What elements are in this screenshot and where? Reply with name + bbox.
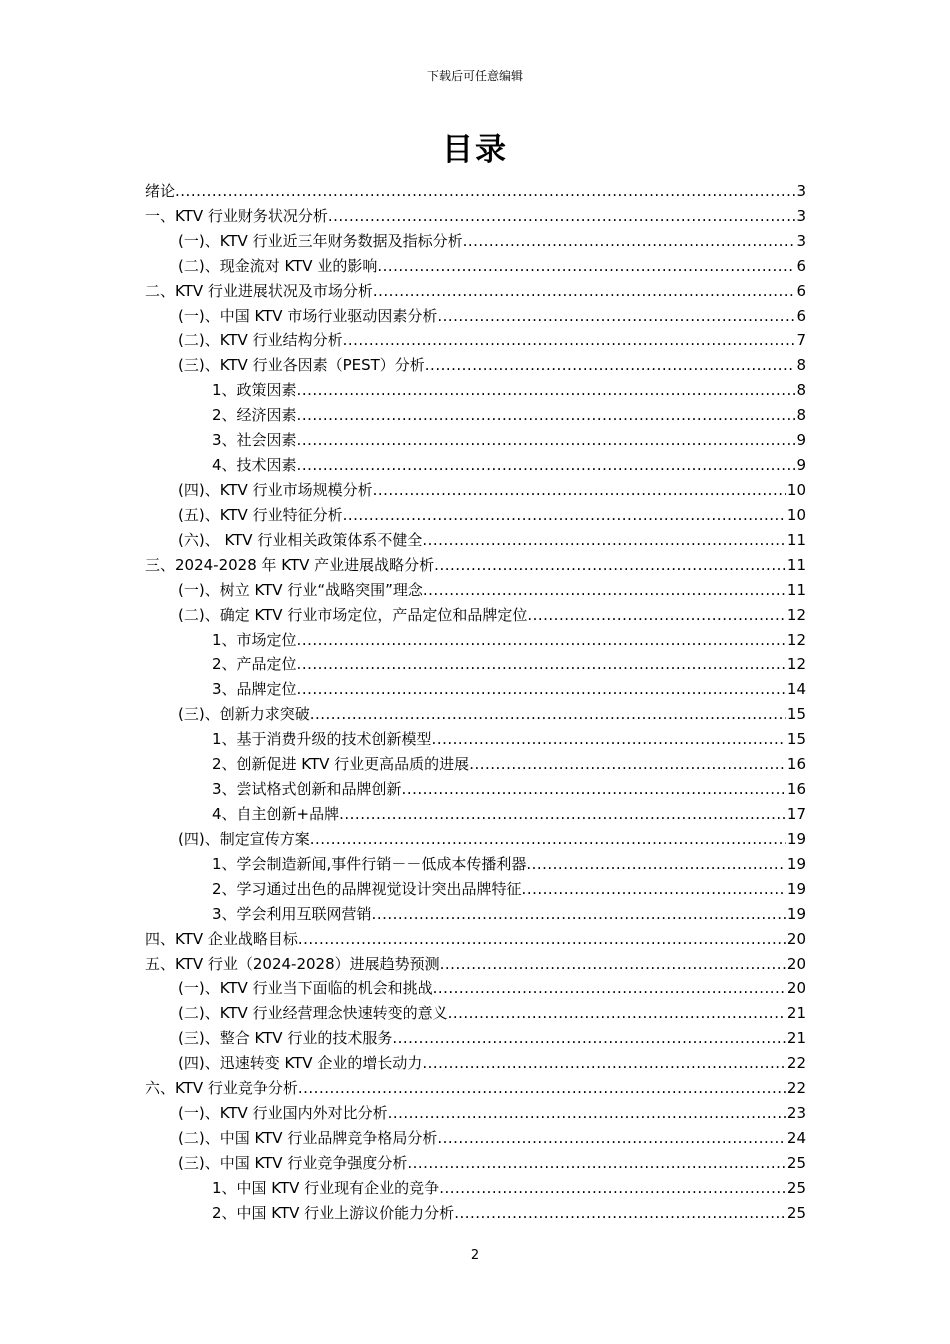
toc-dot-leader <box>434 555 786 575</box>
toc-entry-title: (四)、迅速转变 KTV 企业的增长动力 <box>178 1054 423 1073</box>
toc-dot-leader <box>298 929 786 949</box>
toc-entry[interactable] <box>145 375 806 400</box>
toc-entry-page: 11 <box>786 580 806 599</box>
toc-dot-leader <box>407 1153 786 1173</box>
toc-entry-page: 19 <box>786 904 806 923</box>
toc-dot-leader <box>297 455 796 475</box>
toc-entry-page: 15 <box>786 705 806 724</box>
toc-entry-page: 25 <box>786 1178 806 1197</box>
toc-entry-title: (五)、KTV 行业特征分析 <box>178 505 343 524</box>
toc-entry[interactable] <box>145 924 806 949</box>
toc-dot-leader <box>388 1103 786 1123</box>
toc-entry-page: 7 <box>796 331 806 350</box>
toc-entry[interactable] <box>145 301 806 326</box>
toc-entry-title: (二)、KTV 行业经营理念快速转变的意义 <box>178 1004 448 1023</box>
toc-entry[interactable] <box>145 350 806 375</box>
toc-entry-title: 3、学会利用互联网营销 <box>212 904 372 923</box>
toc-dot-leader <box>297 630 786 650</box>
toc-dot-leader <box>377 256 795 276</box>
toc-dot-leader <box>422 1053 786 1073</box>
toc-entry[interactable] <box>145 949 806 974</box>
toc-entry-title: 2、经济因素 <box>212 406 297 425</box>
toc-dot-leader <box>373 281 796 301</box>
toc-entry-page: 3 <box>796 231 806 250</box>
toc-dot-leader <box>328 206 796 226</box>
toc-entry-title: (一)、KTV 行业国内外对比分析 <box>178 1104 388 1123</box>
toc-entry[interactable] <box>145 874 806 899</box>
toc-entry-page: 9 <box>796 431 806 450</box>
toc-entry-title: 五、KTV 行业（2024-2028）进展趋势预测 <box>145 954 440 973</box>
toc-entry-page: 20 <box>786 979 806 998</box>
toc-dot-leader <box>422 530 786 550</box>
toc-entry[interactable] <box>145 650 806 675</box>
toc-dot-leader <box>522 879 786 899</box>
toc-entry[interactable] <box>145 425 806 450</box>
page-header: 下载后可任意编辑 <box>426 69 523 83</box>
toc-entry[interactable] <box>145 450 806 475</box>
toc-dot-leader <box>440 954 786 974</box>
toc-entry-title: (一)、KTV 行业当下面临的机会和挑战 <box>178 979 433 998</box>
page-number: 2 <box>470 1248 480 1263</box>
toc-entry-page: 8 <box>796 406 806 425</box>
toc-entry-page: 12 <box>786 605 806 624</box>
toc-entry-page: 21 <box>786 1029 806 1048</box>
toc-dot-leader <box>469 754 786 774</box>
toc-dot-leader <box>392 1028 786 1048</box>
toc-entry-page: 6 <box>796 256 806 275</box>
toc-entry[interactable] <box>145 1198 806 1223</box>
toc-entry-page: 3 <box>796 206 806 225</box>
toc-entry-page: 8 <box>796 381 806 400</box>
toc-entry[interactable] <box>145 1148 806 1173</box>
toc-dot-leader <box>463 231 796 251</box>
toc-entry[interactable] <box>145 998 806 1023</box>
toc-dot-leader <box>297 405 796 425</box>
toc-entry-title: (三)、整合 KTV 行业的技术服务 <box>178 1029 393 1048</box>
toc-entry-title: (一)、树立 KTV 行业“战略突围”理念 <box>178 580 423 599</box>
toc-entry-page: 3 <box>796 181 806 200</box>
toc-dot-leader <box>343 330 796 350</box>
toc-entry[interactable] <box>145 849 806 874</box>
toc-entry-title: (二)、KTV 行业结构分析 <box>178 331 343 350</box>
toc-entry[interactable] <box>145 1073 806 1098</box>
toc-entry-title: 3、品牌定位 <box>212 680 297 699</box>
toc-entry-page: 11 <box>786 530 806 549</box>
toc-entry-title: (四)、制定宣传方案 <box>178 829 310 848</box>
toc-entry-title: (一)、中国 KTV 市场行业驱动因素分析 <box>178 306 438 325</box>
toc-entry-title: 一、KTV 行业财务状况分析 <box>145 206 328 225</box>
toc-entry-title: 3、尝试格式创新和品牌创新 <box>212 780 402 799</box>
toc-entry-page: 16 <box>786 755 806 774</box>
toc-entry[interactable] <box>145 824 806 849</box>
toc-entry-title: 三、2024-2028 年 KTV 产业进展战略分析 <box>145 555 435 574</box>
toc-entry[interactable] <box>145 251 806 276</box>
toc-entry-title: 二、KTV 行业进展状况及市场分析 <box>145 281 373 300</box>
toc-entry-title: 3、社会因素 <box>212 431 297 450</box>
toc-entry[interactable] <box>145 625 806 650</box>
toc-dot-leader <box>425 355 796 375</box>
toc-entry[interactable] <box>145 176 806 201</box>
toc-entry-title: 绪论 <box>145 181 176 200</box>
page-title: 目录 <box>442 132 508 168</box>
toc-entry[interactable] <box>145 550 806 575</box>
toc-entry-title: 4、自主创新+品牌 <box>212 804 340 823</box>
toc-entry-page: 10 <box>786 480 806 499</box>
toc-dot-leader <box>339 804 786 824</box>
toc-entry-page: 8 <box>796 356 806 375</box>
toc-entry[interactable] <box>145 1098 806 1123</box>
toc-dot-leader <box>454 1203 786 1223</box>
toc-dot-leader <box>526 854 786 874</box>
toc-entry-title: 1、政策因素 <box>212 381 297 400</box>
toc-dot-leader <box>298 1078 786 1098</box>
toc-entry-page: 25 <box>786 1203 806 1222</box>
toc-entry-page: 20 <box>786 954 806 973</box>
toc-entry-page: 19 <box>786 854 806 873</box>
toc-entry-title: 2、产品定位 <box>212 655 297 674</box>
toc-entry[interactable] <box>145 1048 806 1073</box>
toc-entry[interactable] <box>145 799 806 824</box>
toc-entry-page: 17 <box>786 804 806 823</box>
toc-dot-leader <box>343 505 786 525</box>
toc-dot-leader <box>310 704 786 724</box>
toc-entry-page: 16 <box>786 780 806 799</box>
toc-entry-title: 2、中国 KTV 行业上游议价能力分析 <box>212 1203 455 1222</box>
toc-entry-title: (二)、现金流对 KTV 业的影响 <box>178 256 378 275</box>
toc-entry-title: 2、创新促进 KTV 行业更高品质的进展 <box>212 755 470 774</box>
toc-entry-page: 22 <box>786 1079 806 1098</box>
table-of-contents <box>145 176 806 1223</box>
toc-entry[interactable] <box>145 724 806 749</box>
toc-entry-page: 20 <box>786 929 806 948</box>
toc-entry[interactable] <box>145 326 806 351</box>
toc-entry-page: 19 <box>786 829 806 848</box>
toc-entry-title: 1、中国 KTV 行业现有企业的竞争 <box>212 1178 440 1197</box>
toc-entry[interactable] <box>145 575 806 600</box>
toc-entry[interactable] <box>145 500 806 525</box>
toc-entry[interactable] <box>145 674 806 699</box>
toc-dot-leader <box>297 654 786 674</box>
toc-entry[interactable] <box>145 525 806 550</box>
toc-entry-title: 1、基于消费升级的技术创新模型 <box>212 730 432 749</box>
toc-entry[interactable] <box>145 475 806 500</box>
toc-entry[interactable] <box>145 1173 806 1198</box>
toc-entry-page: 12 <box>786 630 806 649</box>
toc-entry-title: 4、技术因素 <box>212 456 297 475</box>
toc-entry-page: 14 <box>786 680 806 699</box>
toc-entry-page: 25 <box>786 1153 806 1172</box>
toc-dot-leader <box>448 1003 786 1023</box>
toc-entry-title: (三)、KTV 行业各因素（PEST）分析 <box>178 356 425 375</box>
toc-entry-page: 11 <box>786 555 806 574</box>
toc-dot-leader <box>297 380 796 400</box>
toc-entry-page: 10 <box>786 505 806 524</box>
toc-entry[interactable] <box>145 749 806 774</box>
toc-entry[interactable] <box>145 1123 806 1148</box>
toc-entry-page: 15 <box>786 730 806 749</box>
toc-dot-leader <box>432 729 786 749</box>
toc-entry[interactable] <box>145 226 806 251</box>
toc-dot-leader <box>310 829 786 849</box>
toc-entry-title: (四)、KTV 行业市场规模分析 <box>178 480 373 499</box>
toc-dot-leader <box>433 978 786 998</box>
toc-entry[interactable] <box>145 1023 806 1048</box>
toc-dot-leader <box>175 181 795 201</box>
toc-entry-title: (二)、确定 KTV 行业市场定位，产品定位和品牌定位 <box>178 605 528 624</box>
toc-dot-leader <box>437 306 795 326</box>
toc-entry[interactable] <box>145 699 806 724</box>
toc-dot-leader <box>437 1128 786 1148</box>
toc-entry-page: 12 <box>786 655 806 674</box>
toc-entry-title: 1、市场定位 <box>212 630 297 649</box>
toc-entry[interactable] <box>145 276 806 301</box>
toc-entry-page: 19 <box>786 879 806 898</box>
toc-dot-leader <box>423 580 786 600</box>
toc-entry-title: 六、KTV 行业竞争分析 <box>145 1079 298 1098</box>
toc-entry-page: 24 <box>786 1128 806 1147</box>
toc-entry-page: 6 <box>796 281 806 300</box>
toc-entry[interactable] <box>145 899 806 924</box>
toc-entry-page: 23 <box>786 1104 806 1123</box>
toc-entry-title: (三)、创新力求突破 <box>178 705 310 724</box>
toc-entry-title: (一)、KTV 行业近三年财务数据及指标分析 <box>178 231 463 250</box>
toc-entry[interactable] <box>145 600 806 625</box>
toc-entry[interactable] <box>145 400 806 425</box>
toc-entry-page: 22 <box>786 1054 806 1073</box>
toc-entry-title: 2、学习通过出色的品牌视觉设计突出品牌特征 <box>212 879 522 898</box>
toc-dot-leader <box>439 1178 786 1198</box>
toc-entry-title: (二)、中国 KTV 行业品牌竞争格局分析 <box>178 1128 438 1147</box>
toc-dot-leader <box>297 679 786 699</box>
toc-entry-title: (三)、中国 KTV 行业竞争强度分析 <box>178 1153 408 1172</box>
toc-dot-leader <box>297 430 796 450</box>
toc-entry-title: 1、学会制造新闻,事件行销－－低成本传播利器 <box>212 854 527 873</box>
toc-entry-title: (六)、 KTV 行业相关政策体系不健全 <box>178 530 423 549</box>
toc-dot-leader <box>402 779 786 799</box>
toc-entry-page: 6 <box>796 306 806 325</box>
toc-dot-leader <box>373 480 786 500</box>
toc-entry-page: 9 <box>796 456 806 475</box>
toc-dot-leader <box>527 605 786 625</box>
toc-entry-title: 四、KTV 企业战略目标 <box>145 929 298 948</box>
toc-entry-page: 21 <box>786 1004 806 1023</box>
toc-entry[interactable] <box>145 774 806 799</box>
toc-entry[interactable] <box>145 974 806 999</box>
toc-dot-leader <box>372 904 786 924</box>
toc-entry[interactable] <box>145 201 806 226</box>
